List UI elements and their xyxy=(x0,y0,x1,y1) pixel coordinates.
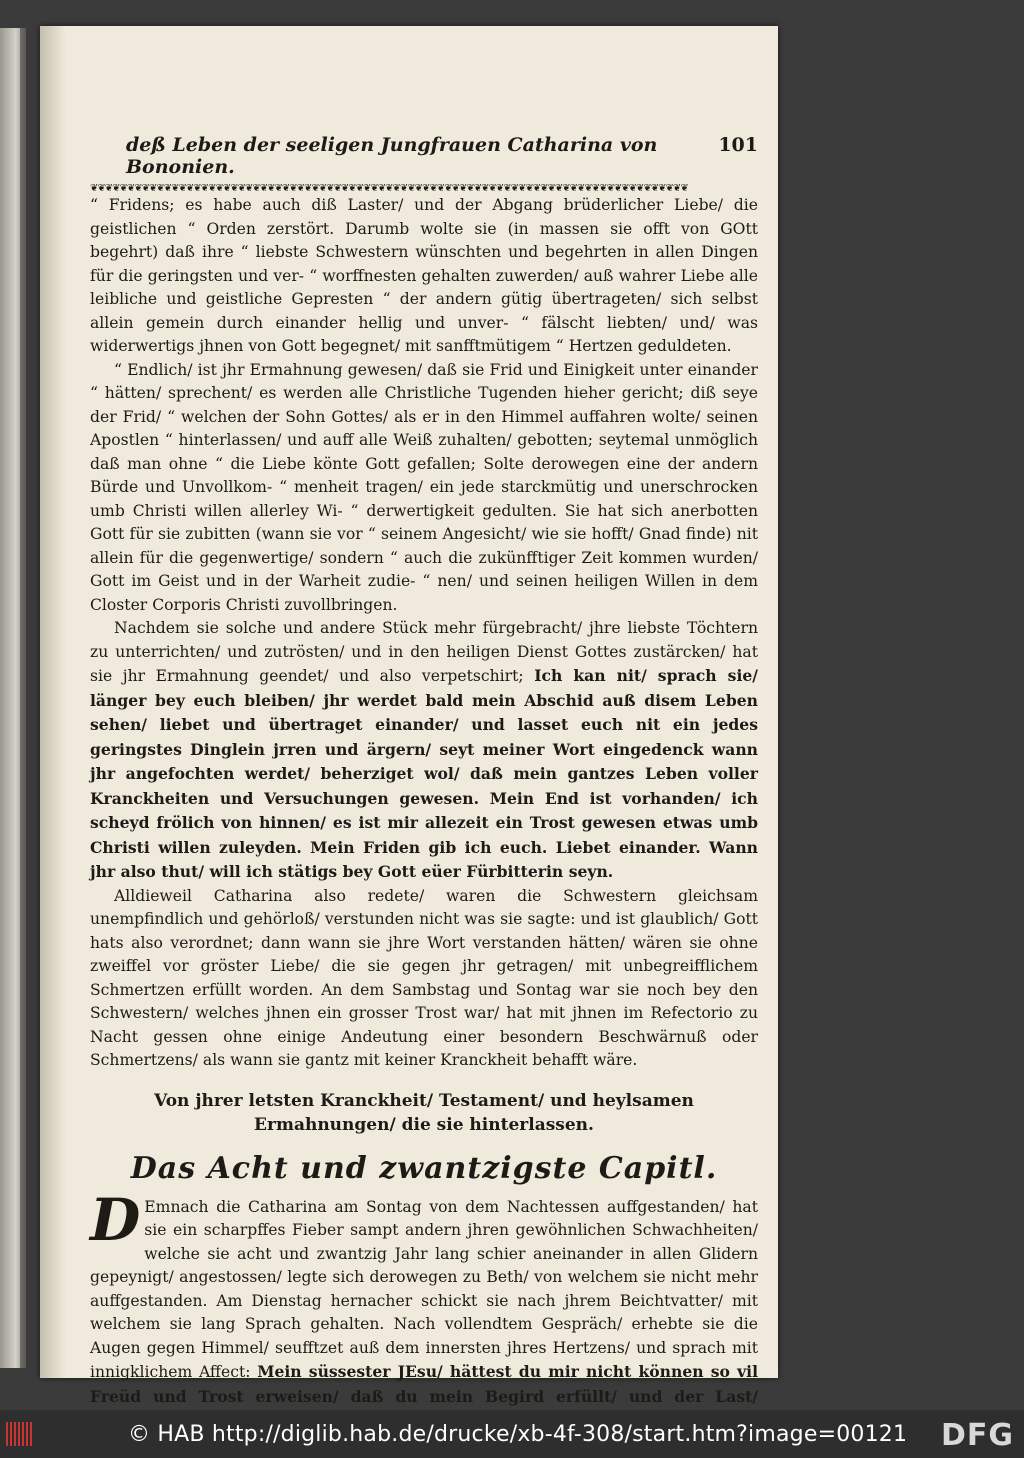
chapter-body-intro: Emnach die Catharina am Sontag von dem Nachtessen auffgestanden/ hat sie ein scharpffes Fieber sampt andern jhren gewöhnlichen Schwachheiten/ welche sie acht und zwantzig Jahr lang schier aneinander in allen Glidern gepeynigt/ angestossen/ legte sich derowegen zu Beth/ von welchem sie nicht mehr auffgestanden. Am Dienstag hernacher schickt sie nach jhrem Beichtvatter/ mit welchem sie lang Sprach gehalten. Nach vollendtem Gespräch/ erhebte sie die Augen gegen Himmel/ seufftzet auß dem innersten jhres Hertzens/ und sprach mit innigklichem Affect: xyxy=(90,1197,758,1381)
paragraph-3-quote: Ich kan nit/ sprach sie/ länger bey euch bleiben/ jhr werdet bald mein Abschid auß disem Leben sehen/ liebet und übertraget einander/ und lasset euch nit ein jedes geringstes Dinglein jrren und ärgern/ seyt meiner Wort eingedenck wann jhr angefochten werdet/ beherziget wol/ daß mein gantzes Leben voller Kranckheiten und Versuchungen gewesen. Mein End ist vorhanden/ ich scheyd frölich von hinnen/ es ist mir allezeit ein Trost gewesen etwas umb Christi willen zuleyden. Mein Friden gib ich euch. Liebet einander. Wann jhr also thut/ will ich stätigs bey Gott eüer Fürbitterin seyn. xyxy=(90,666,758,881)
paragraph-3 xyxy=(90,617,758,885)
paragraph-1: “ Fridens; es habe auch diß Laster/ und der Abgang brüderlicher Liebe/ die geistlichen “ Orden zerstört. Darumb wolte sie (in massen sie offt von GOtt begehrt) daß ihre “ liebste Schwestern wünschten und begehrten in allen Dingen für die geringsten und ver- “ worffnesten gehalten zuwerden/ auß wahrer Liebe alle leibliche und geistliche Gepresten “ der andern gütig übertrageten/ sich selbst allein gemein durch einander hellig und unver- “ fälscht liebten/ und/ was widerwertigs jhnen von Gott begegnet/ mit sanfftmütigem “ Hertzen geduldeten. xyxy=(90,196,758,355)
barcode-icon xyxy=(6,1422,32,1446)
chapter-heading: Von jhrer letsten Kranckheit/ Testament/ und heylsamen Ermahnungen/ die sie hinterlassen. xyxy=(154,1090,694,1135)
page-gutter-shadow xyxy=(40,26,66,1378)
chapter-title: Das Acht und zwantzigste Capitl. xyxy=(130,1150,718,1186)
ornament-rule: ❦❦❦❦❦❦❦❦❦❦❦❦❦❦❦❦❦❦❦❦❦❦❦❦❦❦❦❦❦❦❦❦❦❦❦❦❦❦❦❦❦❦❦❦❦❦❦❦❦❦❦❦❦❦❦❦❦❦❦❦❦❦❦❦❦❦❦❦❦❦❦❦❦❦❦❦❦❦❦❦❦ xyxy=(90,184,688,194)
paragraph-3-intro: Nachdem sie solche und andere Stück mehr fürgebracht/ jhre liebste Töchtern zu unterrichten/ und zutrösten/ und in den heiligen Dienst Gottes zustärcken/ hat sie jhr Ermahnung geendet/ und also verpetschirt; xyxy=(90,619,758,685)
chapter-body-quote: Mein süssester JEsu/ hättest du mir nicht können so vil Freüd und Trost erweisen/ daß du mein Begird erfüllt/ und der Last/ xyxy=(90,1362,758,1406)
paragraph-2: “ Endlich/ ist jhr Ermahnung gewesen/ daß sie Frid und Einigkeit unter einander “ hätten/ sprechent/ es werden alle Christliche Tugenden hieher gericht; diß seye der Frid/ “ welchen der Sohn Gottes/ als er in den Himmel auffahren wolte/ seinen Apostlen “ hinterlassen/ und auff alle Weiß zuhalten/ gebotten; seytemal unmöglich daß man ohne “ die Liebe könte Gott gefallen; Solte derowegen eine der andern Bürde und Unvollkom- “ menheit tragen/ ein jede starckmütig und unerschrocken umb Christi willen allerley Wi- “ derwertigkeit gedulten. Sie hat sich anerbotten Gott für sie zubitten (wann sie vor “ seinem Angesicht/ wie sie hofft/ Gnad finde) nit allein für die gegenwertige/ sondern “ auch die zukünfftiger Zeit kommen wurden/ Gott im Geist und in der Warheit zudie- “ nen/ und seinen heiligen Willen in dem Closter Corporis Christi zuvollbringen. xyxy=(90,360,758,614)
footer-copyright-link[interactable]: © HAB http://diglib.hab.de/drucke/xb-4f-308/start.htm?image=00121 xyxy=(128,1421,908,1447)
binding-shadow xyxy=(20,28,26,1368)
running-head-title: deß Leben der seeligen Jungfrauen Catharina von Bononien. xyxy=(126,134,658,178)
book-page xyxy=(40,26,778,1406)
dfg-logo: DFG xyxy=(940,1418,1014,1453)
chapter-body xyxy=(90,1185,758,1411)
paragraph-4: Alldieweil Catharina also redete/ waren die Schwestern gleichsam unempfindlich und gehörloß/ verstunden nicht was sie sagte: und ist glaublich/ Gott hats also verordnet; dann wann sie jhre Wort verstanden hätten/ wären sie ohne zweiffel vor gröster Liebe/ die sie gegen jhr getragen/ mit unbegreifflichem Schmertzen erfüllt worden. An dem Sambstag und Sontag war sie noch bey den Schwestern/ welches jhnen ein grosser Trost war/ hat mit jhnen im Refectorio zu Nacht gessen ohne einige Andeutung einer besondern Beschwärnuß oder Schmertzens/ als wann sie gantz mit keiner Kranckheit behafft wäre. xyxy=(90,886,758,1069)
page-number: 101 xyxy=(718,134,758,156)
dropcap-initial: D xyxy=(90,1185,141,1254)
running-head xyxy=(90,134,758,178)
page-content xyxy=(90,134,758,1410)
footer-bar xyxy=(0,1410,1024,1458)
